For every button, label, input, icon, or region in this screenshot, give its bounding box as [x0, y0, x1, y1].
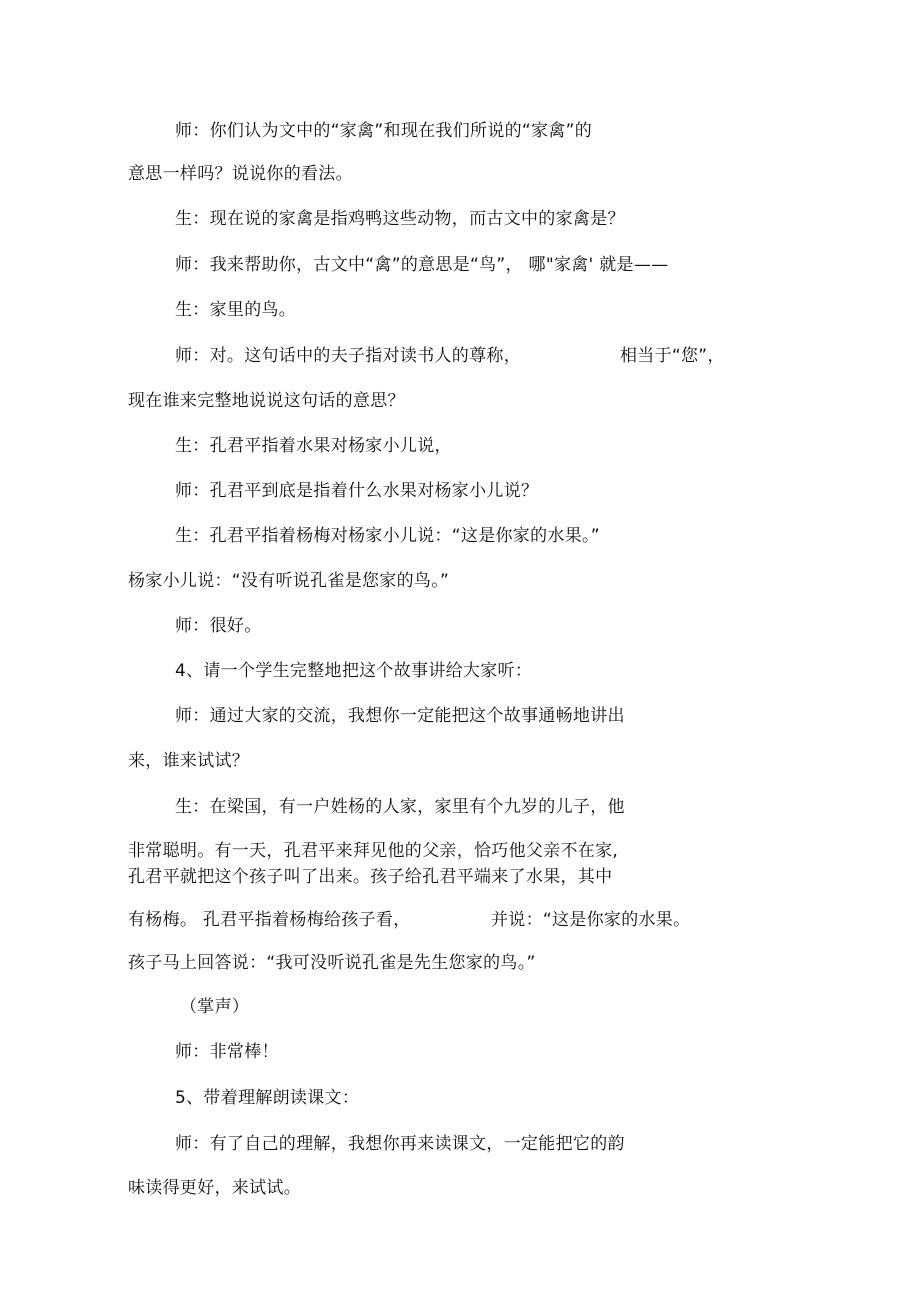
- text-line: 师：我来帮助你，古文中“禽”的意思是“鸟”， 哪"家禽' 就是——: [175, 255, 669, 275]
- text-line: [128, 909, 411, 931]
- text-line: 意思一样吗？说说你的看法。: [128, 164, 353, 184]
- text-line: 师：孔君平到底是指着什么水果对杨家小儿说？: [175, 481, 539, 501]
- text-line: 师：非常棒！: [175, 1042, 279, 1062]
- text-line: [175, 345, 521, 367]
- text-segment: 师：对。这句话中的夫子指对读书人的尊称，: [175, 346, 521, 366]
- text-line: 师：很好。: [175, 616, 262, 636]
- text-line: 生：在梁国，有一户姓杨的人家，家里有个九岁的儿子，他: [175, 797, 625, 817]
- text-line: 生：现在说的家禽是指鸡鸭这些动物，而古文中的家禽是？: [175, 209, 625, 229]
- text-line: 师：你们认为文中的“家禽”和现在我们所说的“家禽”的: [175, 121, 593, 141]
- text-segment: 并说：“这是你家的水果。: [491, 910, 691, 930]
- text-line: 师：通过大家的交流，我想你一定能把这个故事通畅地讲出: [175, 706, 625, 726]
- text-line: 生：孔君平指着杨梅对杨家小儿说：“这是你家的水果。”: [175, 526, 600, 546]
- text-line: 生：家里的鸟。: [175, 300, 297, 320]
- text-line: 4、请一个学生完整地把这个故事讲给大家听：: [175, 661, 533, 681]
- text-line: 5、带着理解朗读课文：: [175, 1088, 360, 1108]
- text-line: 非常聪明。有一天，孔君平来拜见他的父亲，恰巧他父亲不在家,: [128, 841, 619, 861]
- text-line: 孔君平就把这个孩子叫了出来。孩子给孔君平端来了水果，其中: [128, 867, 613, 887]
- text-segment: 相当于“您”，: [620, 346, 725, 366]
- text-line: 师：有了自己的理解，我想你再来读课文，一定能把它的韵: [175, 1134, 625, 1154]
- text-line: 生：孔君平指着水果对杨家小儿说，: [175, 436, 452, 456]
- text-line: 味读得更好，来试试。: [128, 1178, 301, 1198]
- text-line: 杨家小儿说：“没有听说孔雀是您家的鸟。”: [128, 571, 450, 591]
- text-line: 孩子马上回答说：“我可没听说孔雀是先生您家的鸟。”: [128, 953, 536, 973]
- text-line: 来，谁来试试？: [128, 751, 250, 771]
- text-line: 现在谁来完整地说说这句话的意思？: [128, 391, 405, 411]
- text-segment: 有杨梅。 孔君平指着杨梅给孩子看，: [128, 910, 411, 930]
- text-line: （掌声）: [180, 997, 250, 1017]
